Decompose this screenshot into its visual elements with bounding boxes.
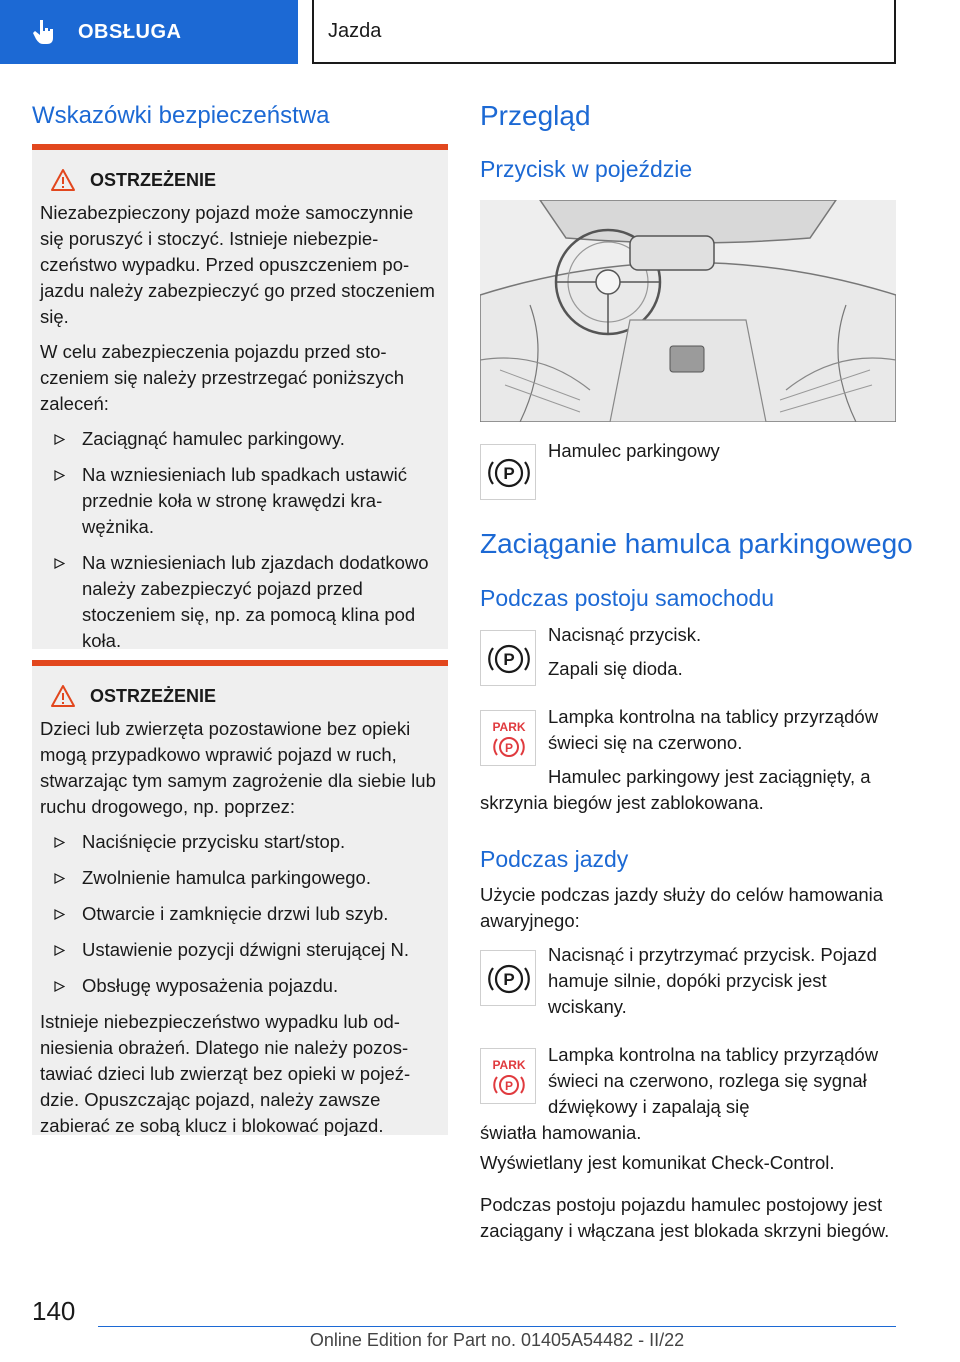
- lamp-red-text: Lampka kontrolna na tablicy przyrządów świeci się na czerwono.: [548, 706, 879, 753]
- warning-list: [40, 829, 438, 999]
- list-item: Obsługę wyposażenia pojazdu.: [40, 973, 438, 999]
- safety-title: Wskazówki bezpieczeństwa: [32, 102, 330, 129]
- cockpit-illustration: [480, 200, 896, 422]
- park-indicator-icon: [480, 710, 536, 766]
- hand-pointer-icon: [30, 18, 58, 46]
- brake-lights-text: światła hamowania.: [480, 1122, 642, 1143]
- page-number: 140: [32, 1296, 76, 1326]
- bullet-triangle-icon: [54, 558, 65, 569]
- warning-text: Istnieje niebezpieczeństwo wypadku lub odniesienia obrażeń. Dlatego nie należy pozostawiać dzieci lub zwierząt bez opieki w pojeździe. Opuszczając pojazd, należy zawsze zabierać ze sobą klucz i blokować pojazd.: [40, 1011, 411, 1136]
- list-item: Zwolnienie hamulca parkingowego.: [40, 865, 438, 891]
- bullet-triangle-icon: [54, 909, 65, 920]
- driving-title: Podczas jazdy: [480, 846, 629, 872]
- bullet-triangle-icon: [54, 470, 65, 481]
- svg-text:P: P: [503, 464, 515, 483]
- chapter-header: [312, 0, 896, 64]
- list-item: Ustawienie pozycji dźwigni sterującej N.: [40, 937, 438, 963]
- parking-brake-button-icon: [480, 630, 536, 686]
- svg-text:P: P: [504, 741, 514, 755]
- svg-text:P: P: [503, 970, 515, 989]
- park-text: PARK: [492, 1058, 526, 1072]
- instruction-press: Nacisnąć przycisk.: [548, 624, 702, 645]
- auto-hold-note: Podczas postoju pojazdu hamulec postojowy jest zaciągany i włączana jest blokada skrzyni biegów.: [480, 1194, 890, 1241]
- warning-header: [50, 684, 438, 708]
- warning-header: [50, 168, 438, 192]
- park-indicator-icon: [480, 1048, 536, 1104]
- section-tab-label: OBSŁUGA: [78, 20, 182, 43]
- bullet-triangle-icon: [54, 837, 65, 848]
- standstill-title: Podczas postoju samochodu: [480, 585, 775, 611]
- button-subtitle: Przycisk w pojeździe: [480, 156, 693, 182]
- warning-triangle-icon: [50, 684, 76, 708]
- cockpit-drawing: [480, 200, 896, 422]
- edition-footer: Online Edition for Part no. 01405A54482 - II/22: [309, 1330, 685, 1350]
- overview-title: Przegląd: [480, 100, 591, 131]
- warning-label: OSTRZEŻENIE: [90, 685, 217, 706]
- warning-text: Niezabezpieczony pojazd może samoczynnie się poruszyć i stoczyć. Istnieje niebezpieczeństwo wypadku. Przed opuszczeniem pojazdu należy zabezpieczyć go przed stoczeniem się.: [40, 202, 435, 327]
- parking-brake-button-icon: [480, 950, 536, 1006]
- brake-applied-text: Hamulec parkingowy jest zaciągnięty, a skrzynia biegów jest zablokowana.: [480, 766, 871, 813]
- section-tab[interactable]: [0, 0, 298, 64]
- park-lamp-icon: [481, 711, 537, 767]
- bullet-triangle-icon: [54, 981, 65, 992]
- list-item: Na wzniesieniach lub zjazdach dodatkowo należy zabezpieczyć pojazd przed stoczeniem się, np. za pomocą klina pod koła.: [40, 550, 438, 654]
- parking-brake-icon: [481, 631, 537, 687]
- chapter-title: Jazda: [328, 19, 382, 42]
- check-control-text: Wyświetlany jest komunikat Check-Control.: [480, 1152, 835, 1173]
- parking-brake-button-icon: [480, 444, 536, 500]
- warning-text: Dzieci lub zwierzęta pozostawione bez opieki mogą przypadkowo wprawić pojazd w ruch, stwarzając tym samym zagrożenie dla siebie lub ruchu drogowego, np. poprzez:: [40, 718, 436, 817]
- press-hold-text: Nacisnąć i przytrzymać przycisk. Pojazd hamuje silnie, dopóki przycisk jest wciskany.: [548, 944, 877, 1017]
- footer-divider: [98, 1326, 896, 1327]
- bullet-triangle-icon: [54, 873, 65, 884]
- warning-box-1: [32, 144, 448, 649]
- list-item: Naciśnięcie przycisku start/stop.: [40, 829, 438, 855]
- parking-brake-icon: [481, 445, 537, 501]
- instruction-led: Zapali się dioda.: [548, 658, 683, 679]
- svg-text:P: P: [504, 1079, 514, 1093]
- bullet-triangle-icon: [54, 434, 65, 445]
- parking-brake-label: Hamulec parkingowy: [548, 440, 720, 461]
- warning-label: OSTRZEŻENIE: [90, 169, 217, 190]
- warning-list: [40, 426, 438, 654]
- list-item: Otwarcie i zamknięcie drzwi lub szyb.: [40, 901, 438, 927]
- driving-intro: Użycie podczas jazdy służy do celów hamowania awaryjnego:: [480, 884, 884, 931]
- warning-text: W celu zabezpieczenia pojazdu przed stoczeniem się należy przestrzegać poniższych zaleceń:: [40, 341, 404, 414]
- lamp-red-sound-text: Lampka kontrolna na tablicy przyrządów świeci na czerwono, rozlega się sygnał dźwiękowy i zapalają się: [548, 1044, 879, 1117]
- parking-brake-icon: [481, 951, 537, 1007]
- warning-box-2: [32, 660, 448, 1135]
- warning-triangle-icon: [50, 168, 76, 192]
- park-text: PARK: [492, 720, 526, 734]
- bullet-triangle-icon: [54, 945, 65, 956]
- park-lamp-icon: [481, 1049, 537, 1105]
- apply-title: Zaciąganie hamulca parkingowego: [480, 528, 913, 559]
- svg-text:P: P: [503, 650, 515, 669]
- list-item: Zaciągnąć hamulec parkingowy.: [40, 426, 438, 452]
- list-item: Na wzniesieniach lub spadkach ustawić przednie koła w stronę krawędzi krawężnika.: [40, 462, 438, 540]
